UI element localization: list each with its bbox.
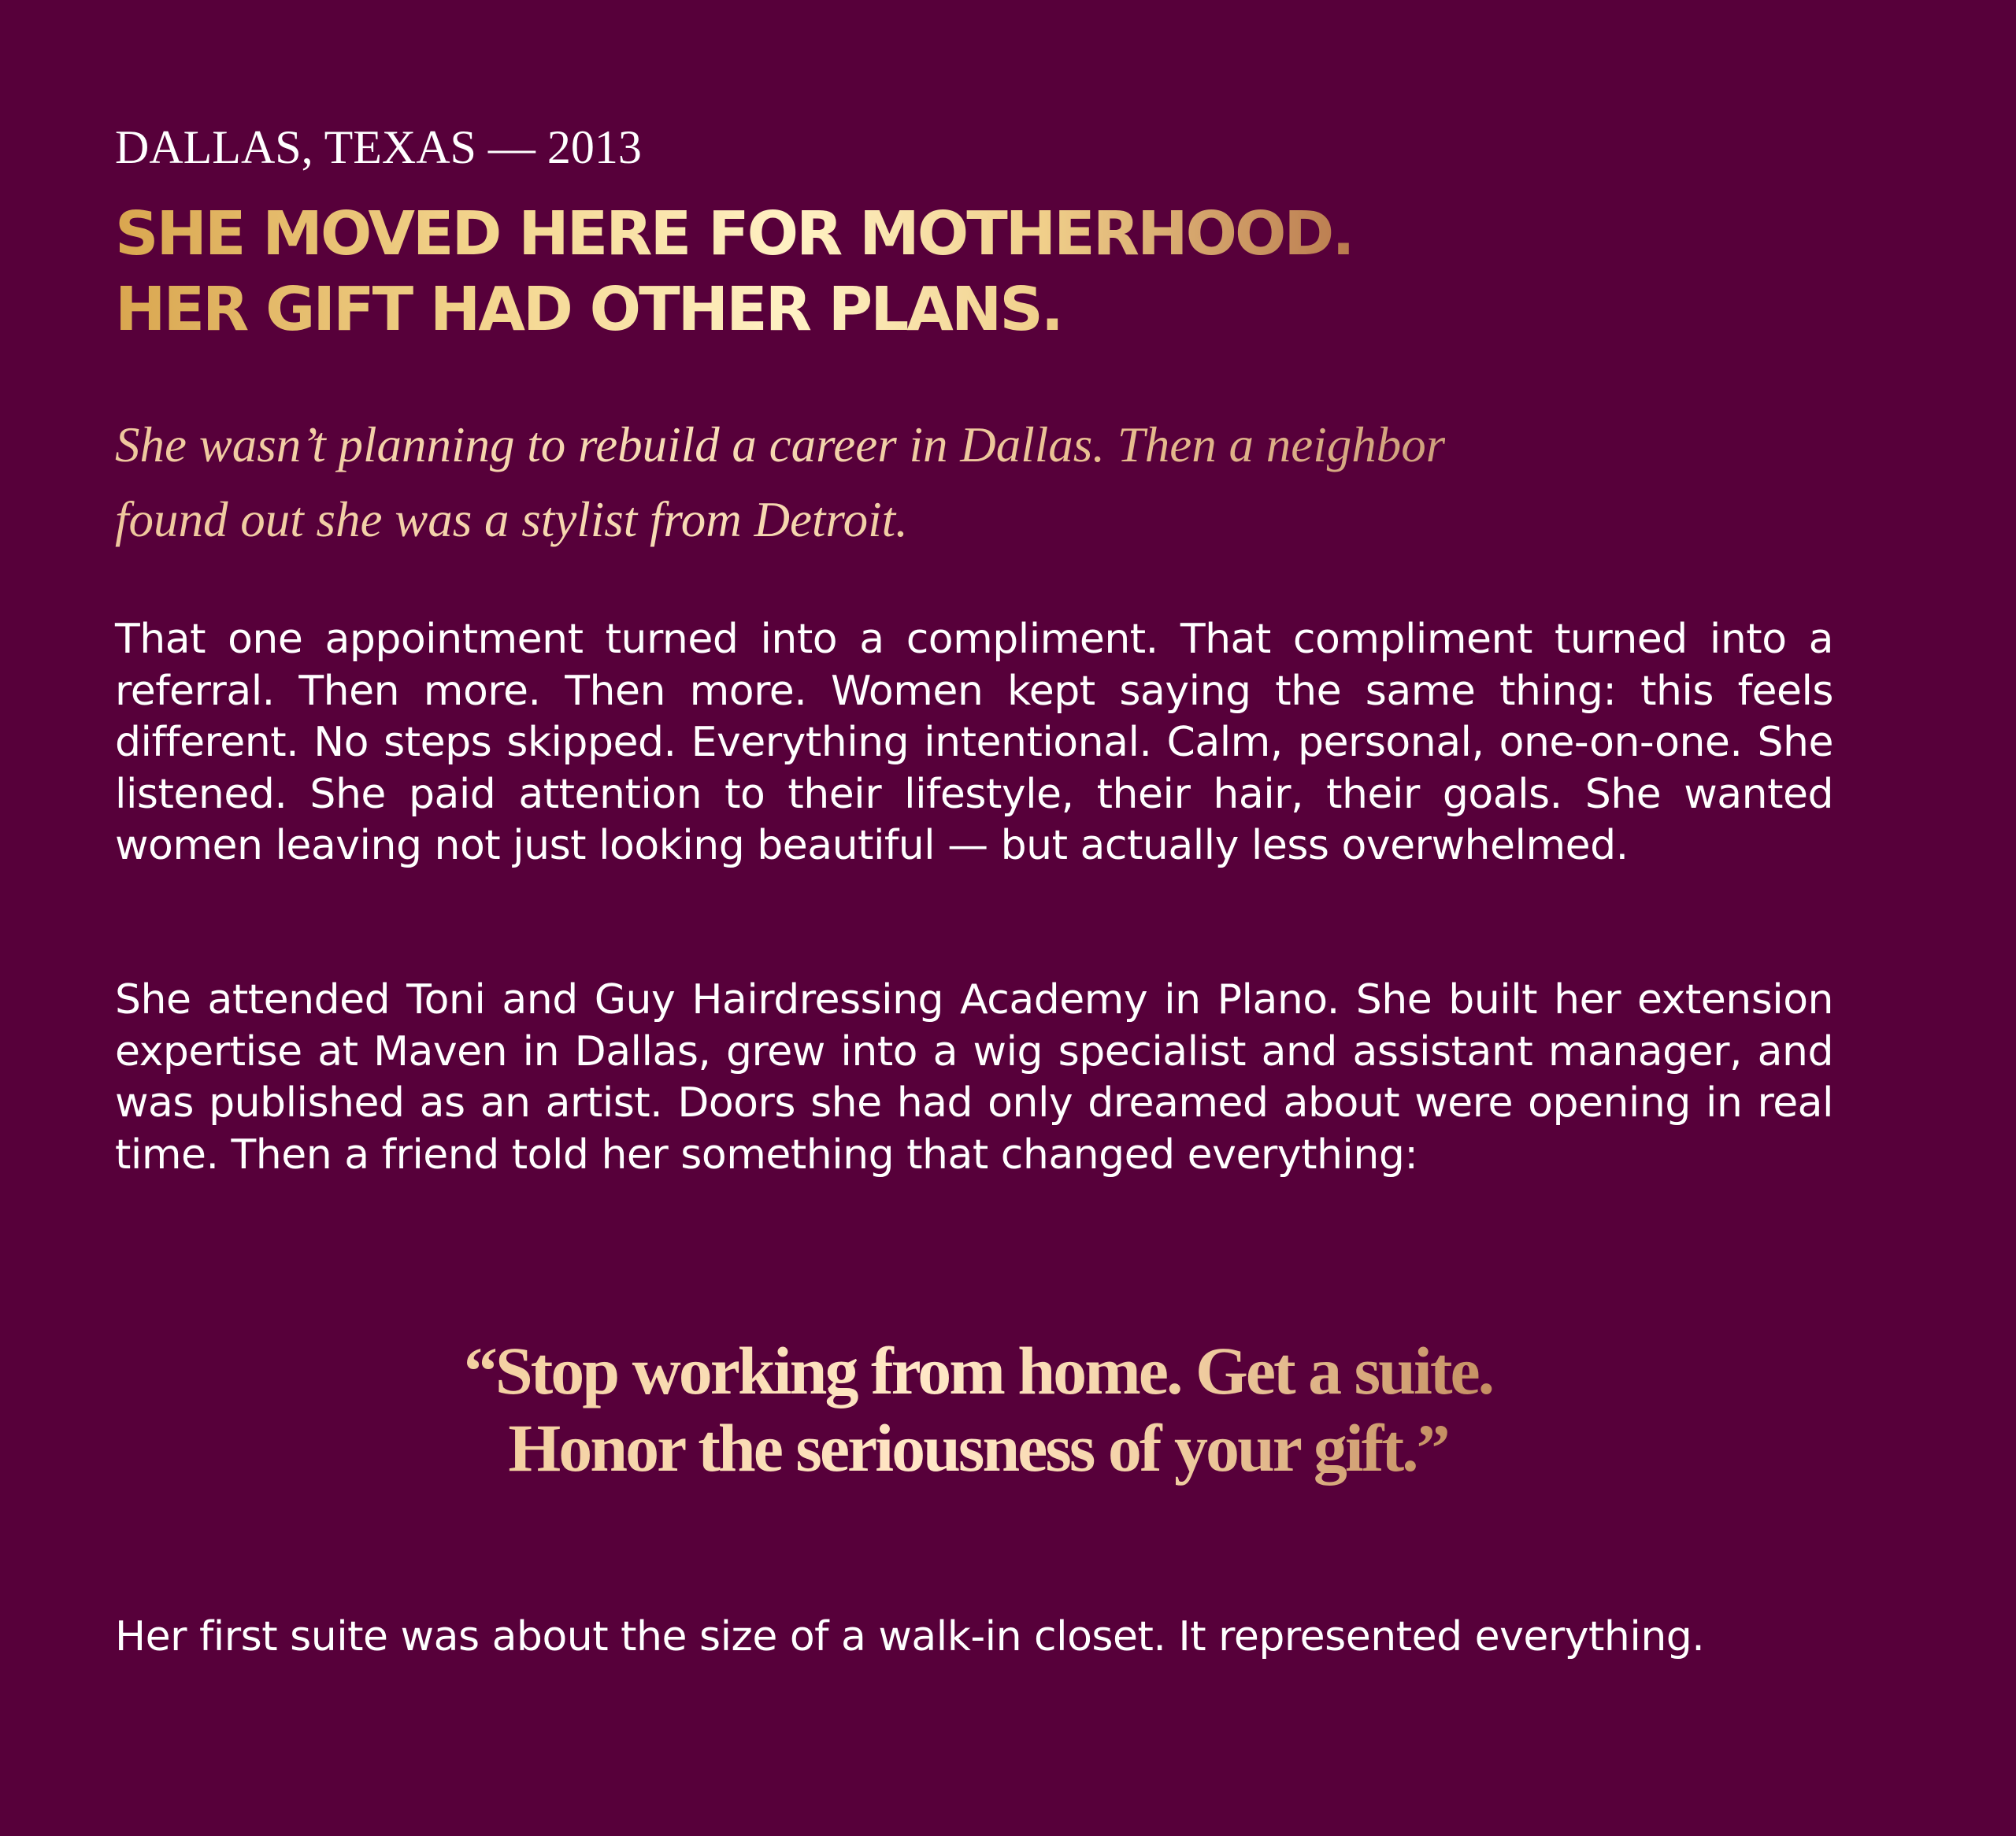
- headline-line-1: SHE MOVED HERE FOR MOTHERHOOD.: [115, 199, 1353, 269]
- intro-line-1: She wasn’t planning to rebuild a career in Dallas. Then a neighbor: [115, 417, 1446, 472]
- intro-subheading: [115, 408, 1445, 557]
- pull-quote-line-2: Honor the seriousness of your gift.”: [508, 1410, 1448, 1486]
- body-paragraph-1: That one appointment turned into a compliment. That compliment turned into a referral. Then more. Then more. Women kept saying the same thing: this feels different. No steps skipped. Everything intentional. Calm, personal, one-on-one. She listened. She paid attention to their lifestyle, their hair, their goals. She wanted women leaving not just looking beautiful — but actually less overwhelmed.: [115, 616, 1833, 869]
- closing-sentence: Her first suite was about the size of a walk-in closet. It represented everything.: [115, 1613, 1705, 1660]
- headline: [115, 197, 1353, 348]
- headline-line-2: HER GIFT HAD OTHER PLANS.: [115, 275, 1062, 345]
- body-paragraph-2: She attended Toni and Guy Hairdressing Academy in Plano. She built her extension expertise at Maven in Dallas, grew into a wig specialist and assistant manager, and was published as an artist. Doors she had only dreamed about were opening in real time. Then a friend told her something that changed everything:: [115, 976, 1833, 1179]
- intro-line-2: found out she was a stylist from Detroit.: [115, 492, 908, 547]
- pull-quote: [0, 1332, 1956, 1486]
- pull-quote-line-1: “Stop working from home. Get a suite.: [463, 1333, 1493, 1408]
- location-date-kicker: DALLAS, TEXAS — 2013: [115, 121, 642, 173]
